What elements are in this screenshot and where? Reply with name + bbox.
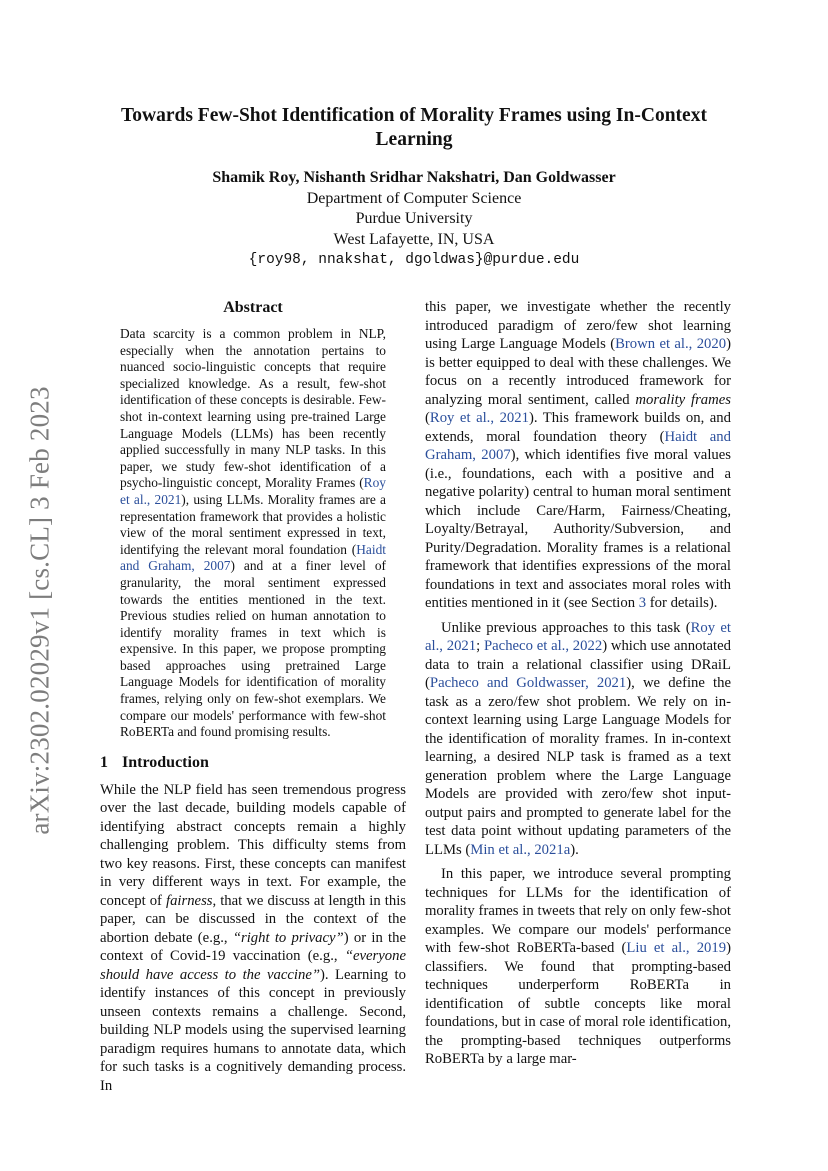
intro-paragraph-1: While the NLP field has seen tremendous progress over the last decade, building models capable of identifying abstract concepts remain a highly challenging problem. This difficulty stems from two key reasons. First, these concepts can manifest in very different ways in text. For example, the concept of fairness, that we discuss at length in this paper, can be discussed in the context of the abortion debate (e.g., “right to privacy”) or in the context of Covid-19 vaccination (e.g., “everyone should have access to the vaccine”). Learning to identify instances of this concept in previously unseen contexts remains a challenge. Second, building NLP models using the supervised learning paradigm requires humans to annotate data, which for such tasks is a cognitively demanding process. In bbox=[100, 781, 406, 1094]
intro-paragraph-3: In this paper, we introduce several prompting techniques for LLMs for the identification of morality frames in tweets that rely on only few-shot examples. We compare our models' performance with few-shot RoBERTa-based (Liu et al., 2019) classifiers. We found that prompting-based techniques underperform RoBERTa in identification of subtle concepts like moral foundations, but in case of moral role identification, the prompting-based techniques outperforms RoBERTa by a large mar- bbox=[425, 866, 731, 1067]
citation-link[interactable]: Roy et al., 2021 bbox=[425, 619, 731, 654]
arxiv-id: arXiv:2302.02029v1 [cs.CL] 3 Feb 2023 bbox=[24, 385, 55, 835]
section-reference-link[interactable]: 3 bbox=[638, 595, 647, 611]
section-heading-introduction bbox=[100, 753, 406, 773]
arxiv-sidebar-stamp bbox=[22, 375, 58, 845]
citation-link[interactable]: Haidt and Graham, 2007 bbox=[120, 541, 386, 574]
author-names: Shamik Roy, Nishanth Sridhar Nakshatri, Dan Goldwasser bbox=[212, 169, 616, 186]
author-block bbox=[100, 168, 728, 271]
abstract-text: Data scarcity is a common problem in NLP, especially when the annotation pertains to nuanced socio-linguistic concepts that require specialized knowledge. As a result, few-shot identification of these concepts is desirable. Few-shot in-context learning using pre-trained Large Language Models (LLMs) has been recently applied successfully in many NLP tasks. In this paper, we study few-shot identification of a psycho-linguistic concept, Morality Frames (Roy et al., 2021), using LLMs. Morality frames are a representation framework that provides a holistic view of the moral sentiment expressed in text, identifying the relevant moral foundation (Haidt and Graham, 2007) and at a finer level of granularity, the moral sentiment expressed towards the entities mentioned in the text. Previous studies relied on human annotation to identify morality frames in text which is expensive. In this paper, we propose prompting based approaches using pretrained Large Language Models for identification of morality frames, relying only on few-shot exemplars. We compare our models' performance with few-shot RoBERTa and found promising results. bbox=[120, 326, 386, 740]
paper-title: Towards Few-Shot Identification of Morality Frames using In-Context Learning bbox=[121, 105, 707, 150]
citation-link[interactable]: Liu et al., 2019 bbox=[626, 940, 727, 956]
citation-link[interactable]: Min et al., 2021a bbox=[470, 841, 571, 858]
department: Department of Computer Science bbox=[306, 189, 522, 207]
section-title: Introduction bbox=[122, 753, 209, 771]
location: West Lafayette, IN, USA bbox=[333, 230, 495, 248]
right-column bbox=[425, 298, 731, 1069]
citation-link[interactable]: Haidt and Graham, 2007 bbox=[425, 428, 731, 463]
intro-paragraph-2: Unlike previous approaches to this task (Roy et al., 2021; Pacheco et al., 2022) which use annotated data to train a relational classifier using DRaiL (Pacheco and Goldwasser, 2021), we define the task as a zero/few shot problem. We rely on in-context learning using Large Language Models for the identification of morality frames. In in-context learning, a desired NLP task is framed as a text generation problem where the Large Language Models are provided with zero/few shot input-output pairs and prompted to generate label for the test data point without updating parameters of the LLMs (Min et al., 2021a). bbox=[425, 619, 731, 858]
author-emails: {roy98, nnakshat, dgoldwas}@purdue.edu bbox=[248, 252, 580, 268]
section-number: 1 bbox=[100, 753, 108, 771]
abstract-heading: Abstract bbox=[223, 299, 283, 316]
citation-link[interactable]: Brown et al., 2020 bbox=[615, 336, 727, 352]
intro-paragraph-1-continued: this paper, we investigate whether the recently introduced paradigm of zero/few shot learning using Large Language Models (Brown et al., 2020) is better equipped to deal with these challenges. We focus on a recently introduced framework for analyzing moral sentiment, called morality frames (Roy et al., 2021). This framework builds on, and extends, moral foundation theory (Haidt and Graham, 2007), which identifies five moral values (i.e., foundations, each with a positive and a negative polarity) central to human moral sentiment which include Care/Harm, Fairness/Cheating, Loyalty/Betrayal, Authority/Subversion, and Purity/Degradation. Morality frames is a relational framework that identifies expressions of the moral foundations in text and associates moral roles with entities mentioned in it (see Section 3 for details). bbox=[425, 299, 731, 611]
university: Purdue University bbox=[355, 210, 473, 227]
citation-link[interactable]: Pacheco and Goldwasser, 2021 bbox=[429, 675, 627, 691]
citation-link[interactable]: Pacheco et al., 2022 bbox=[483, 638, 603, 654]
citation-link[interactable]: Roy et al., 2021 bbox=[120, 475, 386, 507]
left-column bbox=[100, 298, 406, 1095]
citation-link[interactable]: Roy et al., 2021 bbox=[429, 410, 529, 426]
